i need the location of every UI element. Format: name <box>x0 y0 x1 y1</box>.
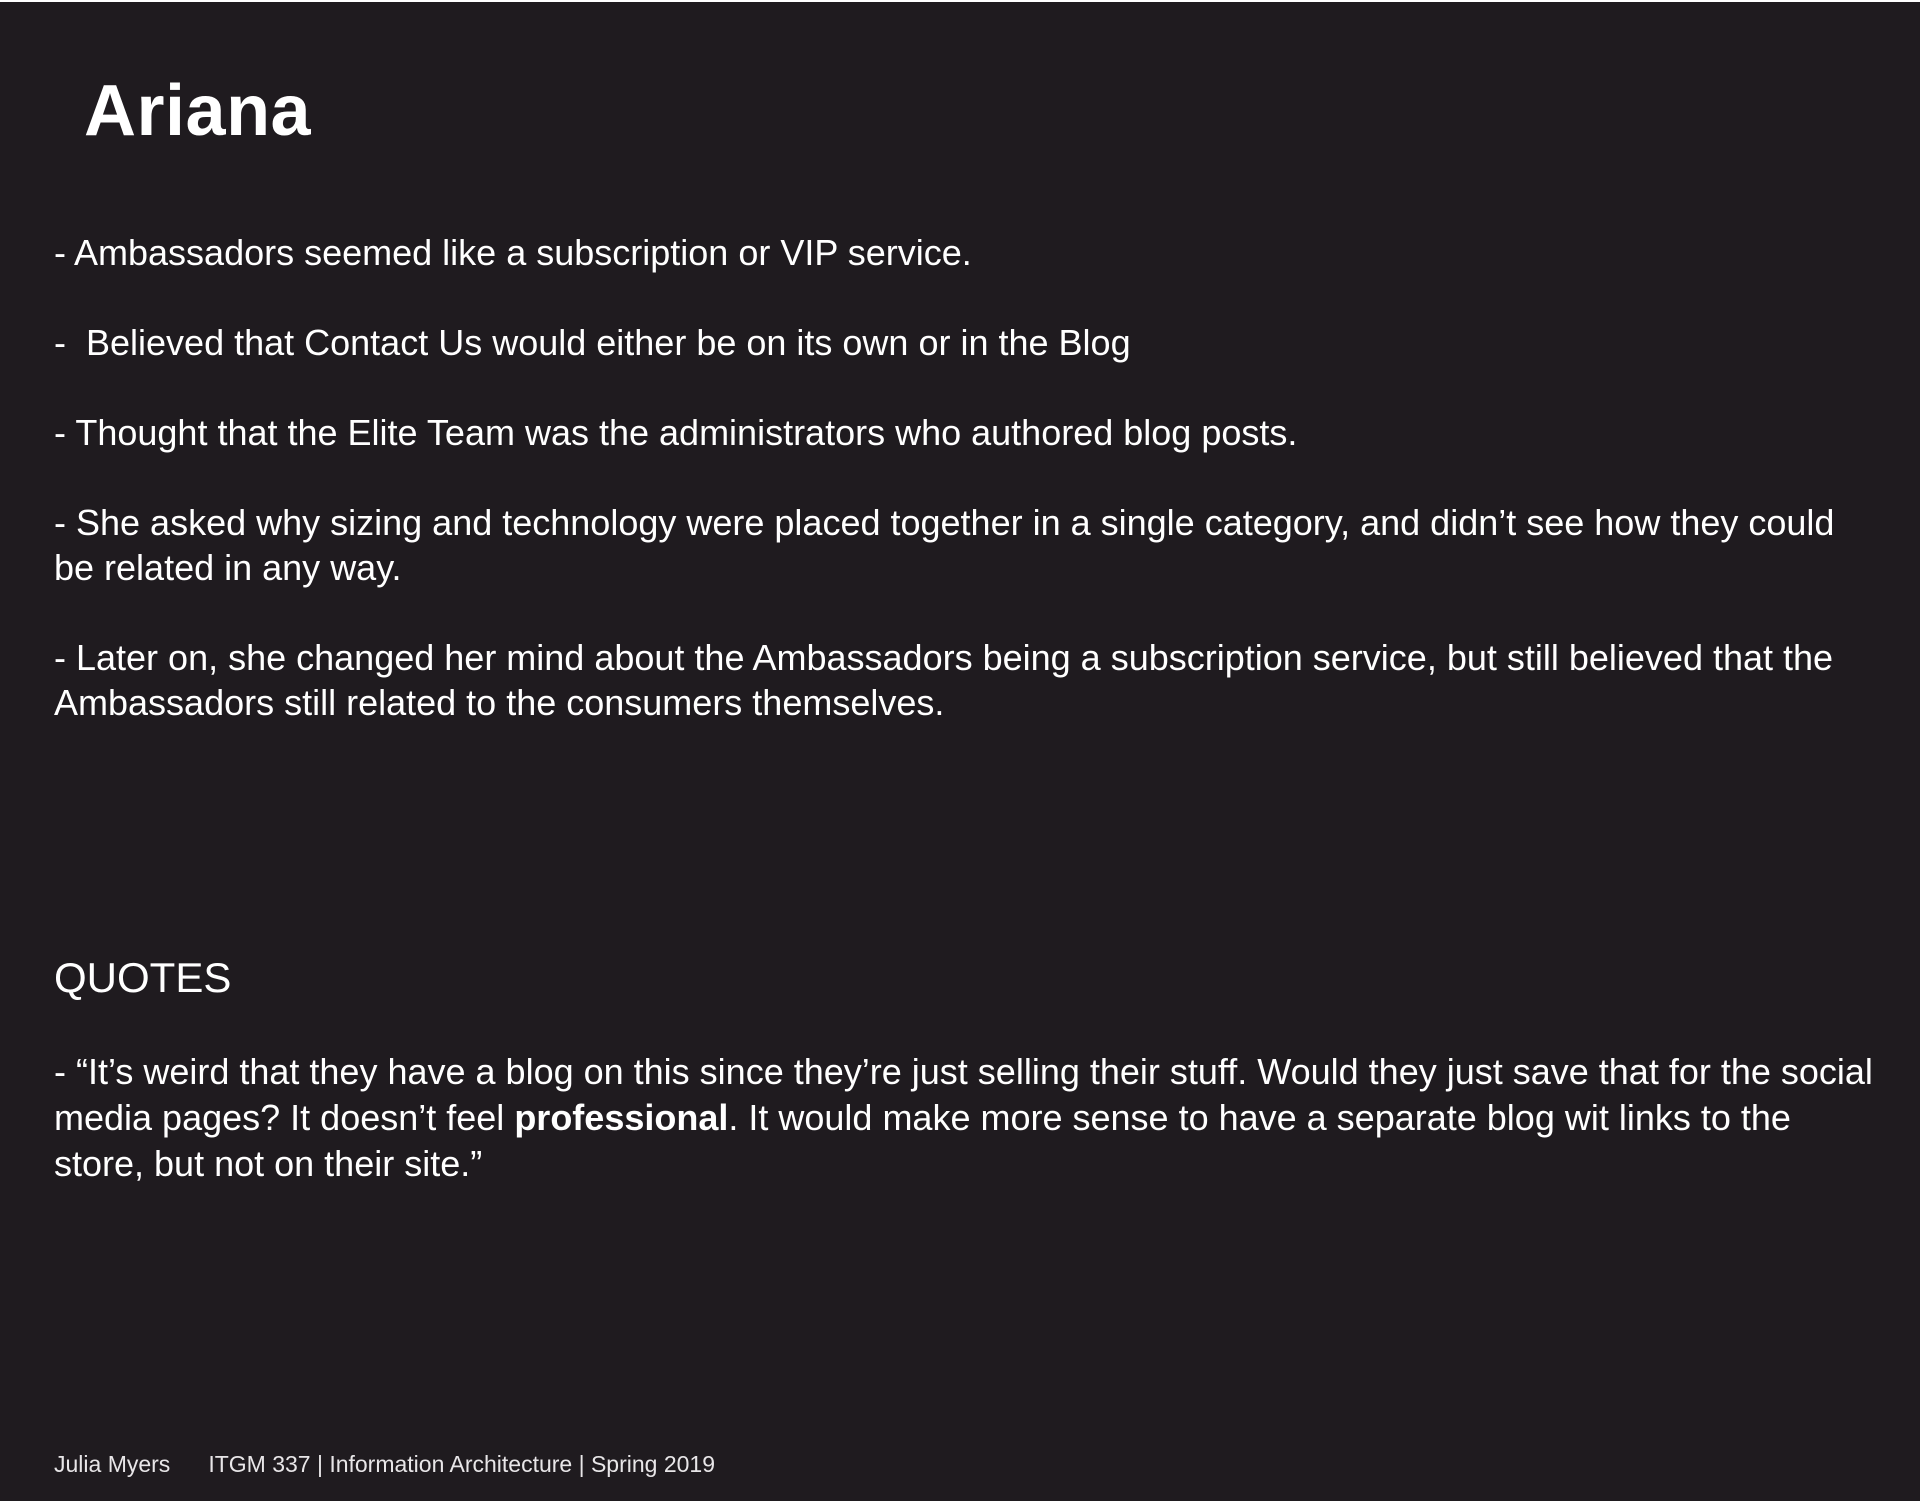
footer-course: ITGM 337 | Information Architecture | Spring 2019 <box>208 1451 716 1477</box>
quote-text-end: . It would make more sense to have a separate blog wit links to the store, but not on their site.” <box>54 1097 1791 1184</box>
observation-list <box>54 230 1854 770</box>
observation-item: - Believed that Contact Us would either be on its own or in the Blog <box>54 322 1131 363</box>
quote-text <box>54 1049 1874 1187</box>
observation-item: - Ambassadors seemed like a subscription or VIP service. <box>54 232 972 273</box>
observation-item: - Thought that the Elite Team was the administrators who authored blog posts. <box>54 412 1298 453</box>
quote-emphasis: professional <box>514 1097 729 1138</box>
page-title: Ariana <box>84 71 312 151</box>
quotes-heading: QUOTES <box>54 954 232 1001</box>
footer-author: Julia Myers <box>54 1451 171 1477</box>
observation-item: - She asked why sizing and technology were placed together in a single category, and didn’t see how they could be related in any way. <box>54 502 1845 588</box>
footer <box>54 1449 715 1479</box>
observation-item: - Later on, she changed her mind about the Ambassadors being a subscription service, but still believed that the Ambassadors still related to the consumers themselves. <box>54 637 1842 723</box>
quote-text-start: - “It’s weird that they have a blog on this since they’re just selling their stuff. Would they just save that for the social media pages? It doesn’t feel <box>54 1051 1873 1138</box>
